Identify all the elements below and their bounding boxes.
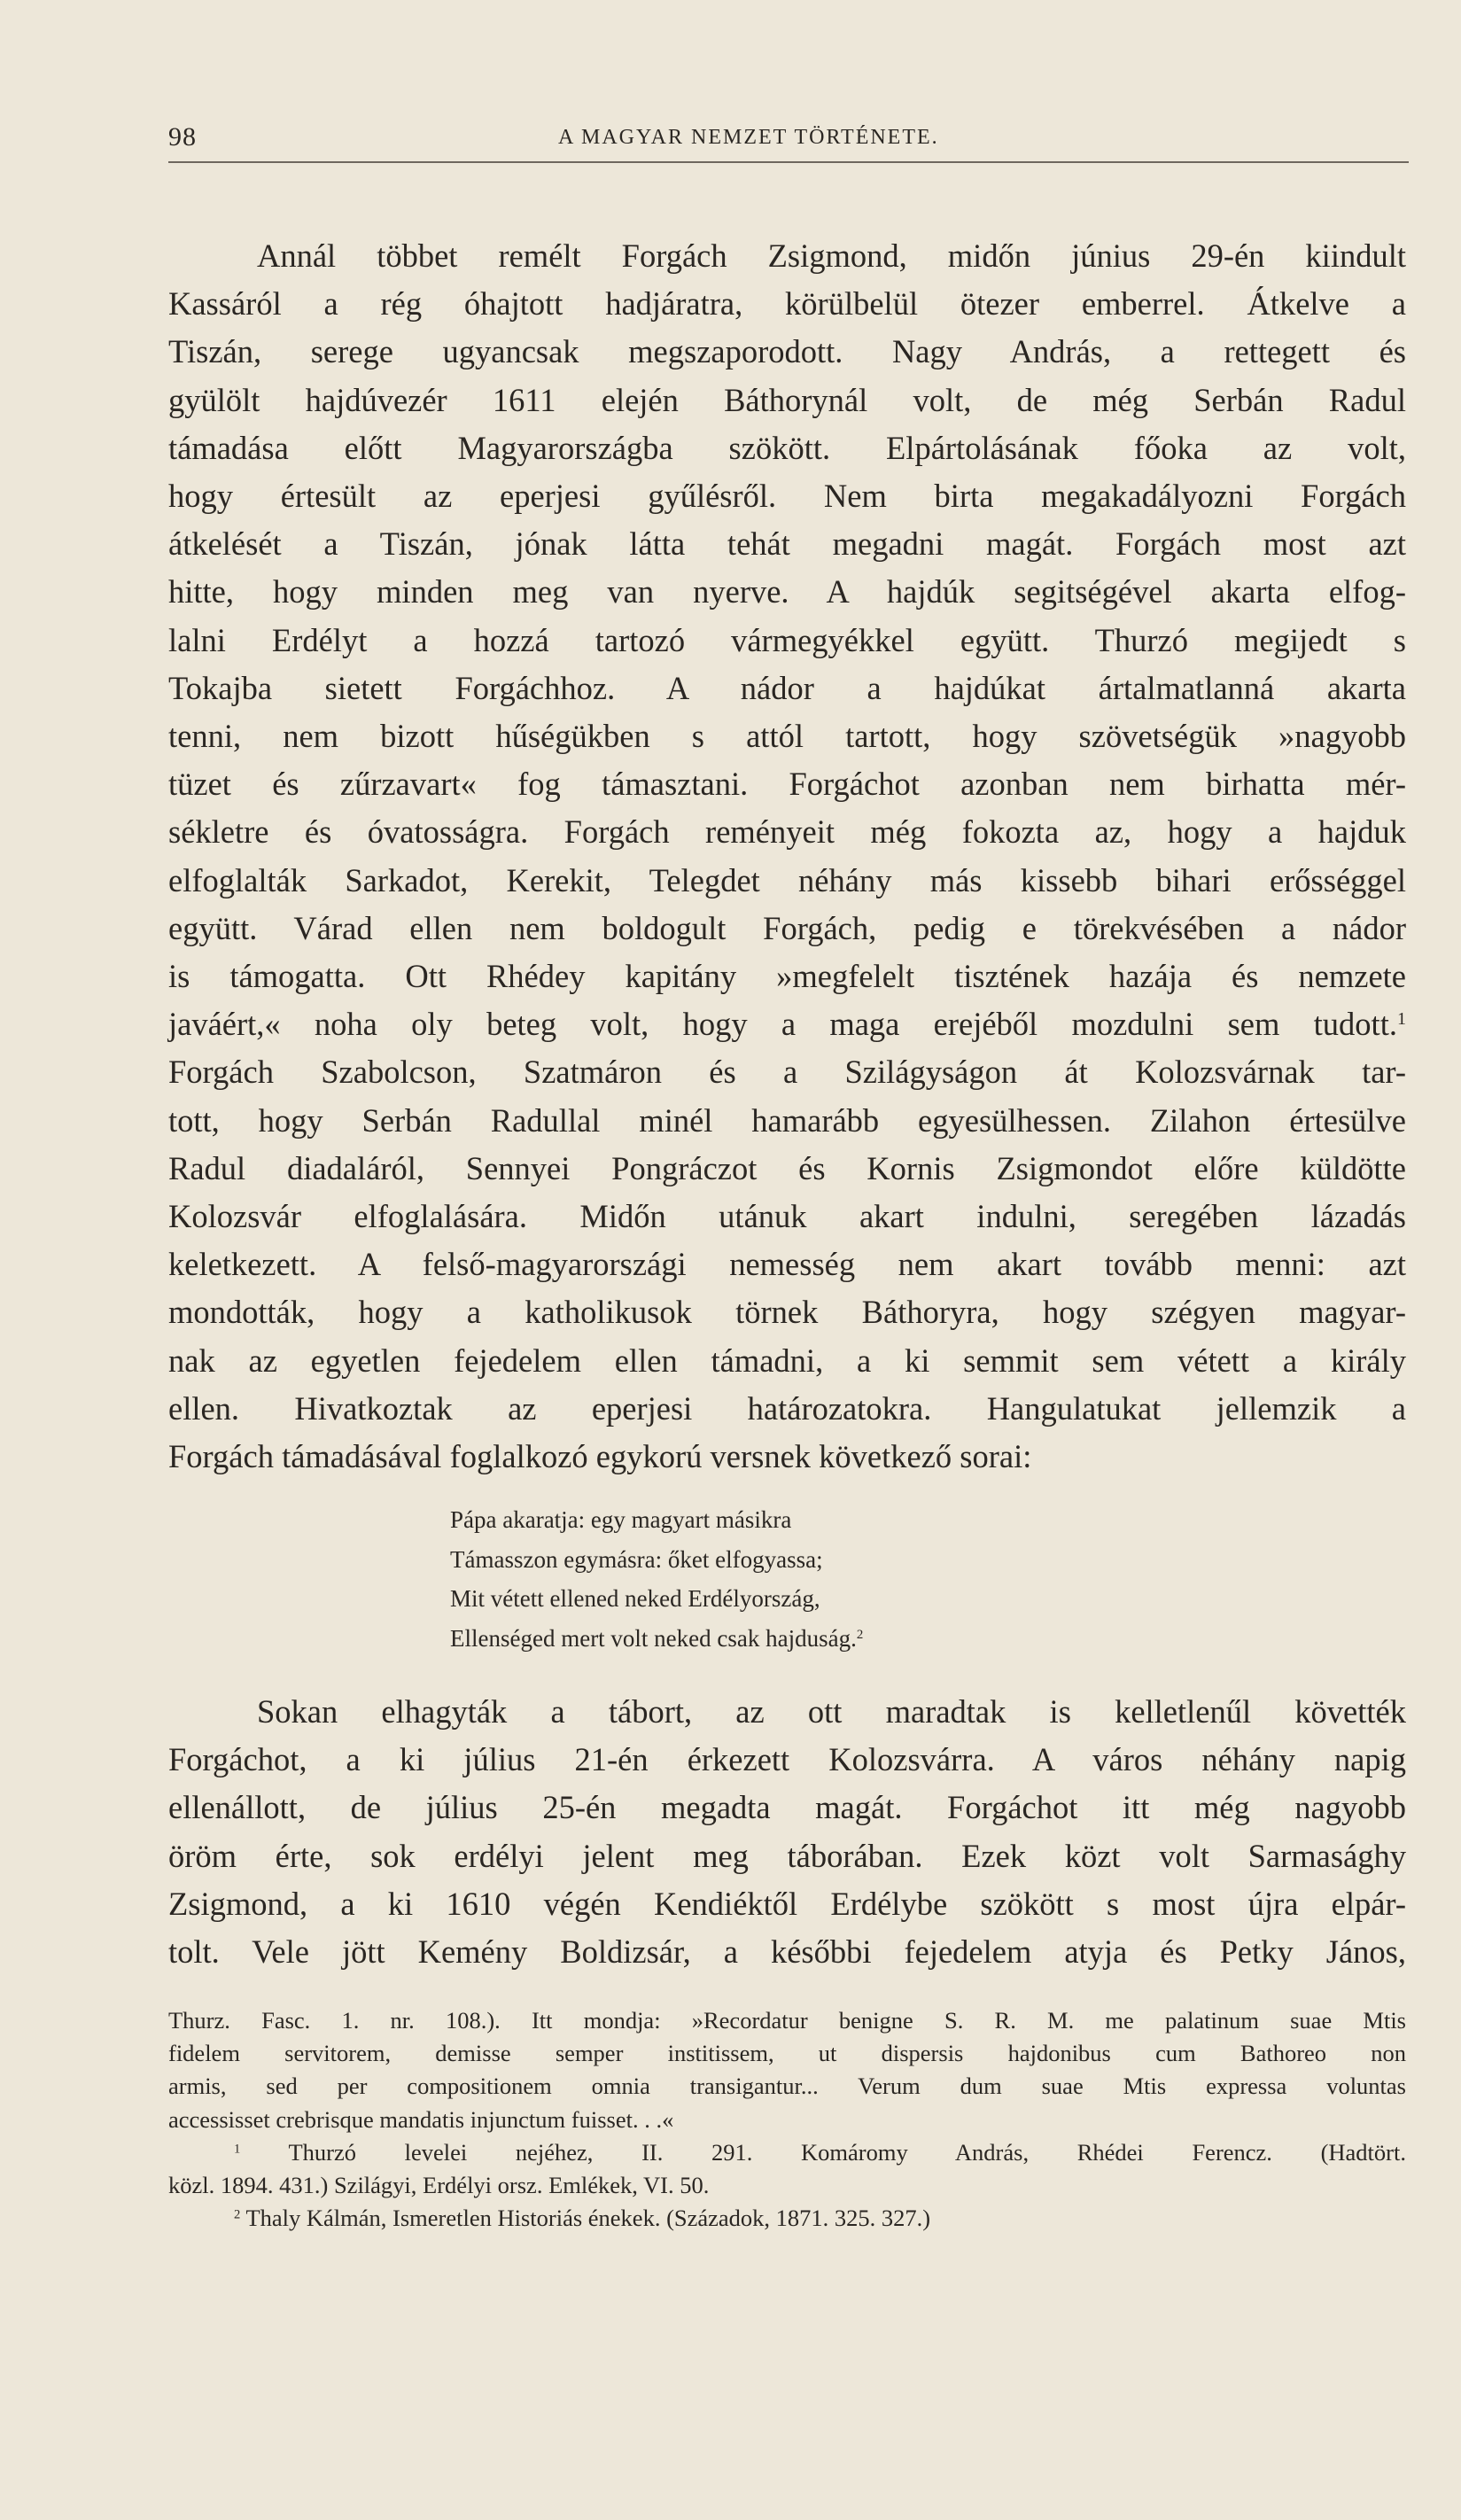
text-line: hitte, hogy minden meg van nyerve. A hajdúk segitségével akarta elfog- bbox=[168, 573, 1406, 611]
footnotes bbox=[168, 2004, 1406, 2235]
footnote-line: armis, sed per compositionem omnia transigantur... Verum dum suae Mtis expressa voluntas bbox=[168, 2073, 1406, 2100]
text-line: keletkezett. A felső-magyarországi nemesség nem akart tovább menni: azt bbox=[168, 1246, 1406, 1283]
footnote-marker-2: 2 bbox=[234, 2207, 241, 2222]
footnote-marker-1: 1 bbox=[234, 2142, 241, 2157]
footnote-2 bbox=[168, 2202, 1406, 2235]
text-line: Radul diadaláról, Sennyei Pongráczot és Kornis Zsigmondot előre küldötte bbox=[168, 1149, 1406, 1186]
footnote-line: Thaly Kálmán, Ismeretlen Historiás énekek. (Századok, 1871. 325. 327.) bbox=[245, 2205, 931, 2232]
poem-quote bbox=[450, 1500, 1159, 1658]
text-line: tenni, nem bizott hűségükben s attól tartott, hogy szövetségük »nagyobb bbox=[168, 718, 1406, 755]
footnote-line: Thurzó levelei nejéhez, II. 291. Komáromy András, Rhédei Ferencz. (Hadtört. bbox=[288, 2138, 1406, 2166]
footnote-ref-1: 1 bbox=[1396, 1009, 1406, 1030]
page-number: 98 bbox=[168, 122, 197, 152]
poem-line: Támasszon egymásra: őket elfogyassa; bbox=[450, 1545, 823, 1573]
header-rule bbox=[168, 161, 1409, 163]
text-line: öröm érte, sok erdélyi jelent meg táborában. Ezek közt volt Sarmasághy bbox=[168, 1837, 1406, 1874]
footnote-line: Thurz. Fasc. 1. nr. 108.). Itt mondja: »Recordatur benigne S. R. M. me palatinum suae Mtis bbox=[168, 2007, 1406, 2034]
main-paragraph bbox=[168, 232, 1406, 1481]
text-line: Kassáról a rég óhajtott hadjáratra, körülbelül ötezer emberrel. Átkelve a bbox=[168, 285, 1406, 323]
text-line: Annál többet remélt Forgách Zsigmond, midőn június 29-én kiindult bbox=[257, 237, 1406, 274]
text-line: hogy értesült az eperjesi gyűlésről. Nem birta megakadályozni Forgách bbox=[168, 478, 1406, 515]
text-line: Forgách Szabolcson, Szatmáron és a Szilágyságon át Kolozsvárnak tar- bbox=[168, 1054, 1406, 1091]
text-line: elfoglalták Sarkadot, Kerekit, Telegdet néhány más kissebb bihari erősséggel bbox=[168, 861, 1406, 898]
text-line-with-footnote-ref bbox=[168, 1000, 1406, 1048]
text-line: Tiszán, serege ugyancsak megszaporodott. Nagy András, a rettegett és bbox=[168, 333, 1406, 370]
text-line: Sokan elhagyták a tábort, az ott maradtak is kelletlenűl követték bbox=[257, 1693, 1406, 1730]
text-line: sékletre és óvatosságra. Forgách reményeit még fokozta az, hogy a hajduk bbox=[168, 813, 1406, 851]
footnote-line: fidelem servitorem, demisse semper institissem, ut dispersis hajdonibus cum Bathoreo non bbox=[168, 2040, 1406, 2067]
poem-line: Ellenséged mert volt neked csak hajduság. bbox=[450, 1624, 857, 1652]
text-line: is támogatta. Ott Rhédey kapitány »megfelelt tisztének hazája és nemzete bbox=[168, 958, 1406, 995]
text-line: Zsigmond, a ki 1610 végén Kendiéktől Erdélybe szökött s most újra elpár- bbox=[168, 1885, 1406, 1922]
text-line: mondották, hogy a katholikusok törnek Báthoryra, hogy szégyen magyar- bbox=[168, 1294, 1406, 1331]
text-line: ellen. Hivatkoztak az eperjesi határozatokra. Hangulatukat jellemzik a bbox=[168, 1389, 1406, 1427]
text-line: támadása előtt Magyarországba szökött. Elpártolásának főoka az volt, bbox=[168, 429, 1406, 466]
footnote-line: közl. 1894. 431.) Szilágyi, Erdélyi orsz. Emlékek, VI. 50. bbox=[168, 2172, 710, 2199]
text-line: Kolozsvár elfoglalására. Midőn utánuk akart indulni, seregében lázadás bbox=[168, 1198, 1406, 1235]
poem-line: Pápa akaratja: egy magyart másikra bbox=[450, 1506, 792, 1533]
running-title: A MAGYAR NEMZET TÖRTÉNETE. bbox=[558, 126, 939, 149]
page-header bbox=[168, 122, 1409, 167]
footnote-line: accessisset crebrisque mandatis injunctum fuisset. . .« bbox=[168, 2105, 674, 2133]
text-line: Forgách támadásával foglalkozó egykorú versnek következő sorai: bbox=[168, 1438, 1032, 1475]
text-line: Forgáchot, a ki július 21-én érkezett Kolozsvárra. A város néhány napig bbox=[168, 1741, 1406, 1778]
text-line: lalni Erdélyt a hozzá tartozó vármegyékkel együtt. Thurzó megijedt s bbox=[168, 621, 1406, 658]
text-line: együtt. Várad ellen nem boldogult Forgách, pedig e törekvésében a nádor bbox=[168, 909, 1406, 946]
text-line: átkelését a Tiszán, jónak látta tehát megadni magát. Forgách most azt bbox=[168, 525, 1406, 563]
footnote-ref-2: 2 bbox=[856, 1627, 864, 1642]
text-line: nak az egyetlen fejedelem ellen támadni, a ki semmit sem vétett a király bbox=[168, 1342, 1406, 1379]
text-line: gyülölt hajdúvezér 1611 elején Báthorynál volt, de még Serbán Radul bbox=[168, 381, 1406, 418]
text-line: tolt. Vele jött Kemény Boldizsár, a későbbi fejedelem atyja és Petky János, bbox=[168, 1933, 1406, 1971]
text-line: Tokajba sietett Forgáchhoz. A nádor a hajdúkat ártalmatlanná akarta bbox=[168, 669, 1406, 706]
poem-line-with-footnote-ref bbox=[450, 1619, 1159, 1659]
text-line: javáért,« noha oly beteg volt, hogy a maga erejéből mozdulni sem tudott. bbox=[168, 1006, 1397, 1043]
footnote-1 bbox=[168, 2136, 1406, 2169]
text-line: ellenállott, de július 25-én megadta magát. Forgáchot itt még nagyobb bbox=[168, 1789, 1406, 1826]
text-line: tüzet és zűrzavart« fog támasztani. Forgáchot azonban nem birhatta mér- bbox=[168, 766, 1406, 803]
text-line: tott, hogy Serbán Radullal minél hamarább egyesülhessen. Zilahon értesülve bbox=[168, 1101, 1406, 1139]
continued-paragraph bbox=[168, 1688, 1406, 1976]
poem-line: Mit vétett ellened neked Erdélyország, bbox=[450, 1585, 820, 1612]
